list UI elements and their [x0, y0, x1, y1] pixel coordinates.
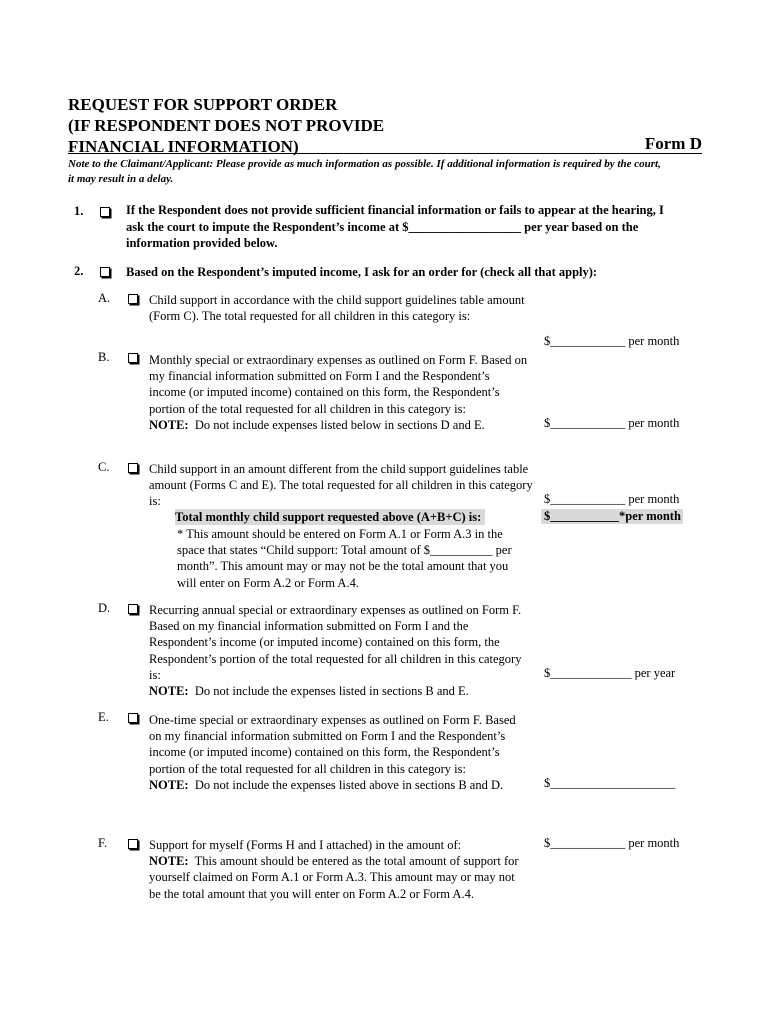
- subitem-e-note-label: NOTE:: [149, 777, 189, 792]
- page-title-line-1: REQUEST FOR SUPPORT ORDER: [68, 95, 338, 114]
- subitem-d-body: [149, 602, 532, 699]
- subitem-e-note-text: Do not include the expenses listed above in sections B and D.: [194, 777, 504, 792]
- subitem-a-label: A.: [98, 291, 111, 305]
- subitem-f-amount[interactable]: $____________ per month: [544, 836, 680, 850]
- subitem-a-text: Child support in accordance with the child support guidelines table amount (Form C). The total requested for all children in this category is:: [149, 293, 525, 324]
- claimant-note: Note to the Claimant/Applicant: Please provide as much information as possible. If additional information is required by the court, it may result in a delay.: [68, 158, 661, 185]
- total-monthly-support-label: Total monthly child support requested above (A+B+C) is:: [175, 509, 485, 525]
- subitem-a-amount[interactable]: $____________ per month: [544, 334, 680, 348]
- subitem-c-text: Child support in an amount different from the child support guidelines table amount (Forms C and E). The total requested for all children in this category is:: [149, 462, 533, 509]
- subitem-e-body: [149, 712, 529, 793]
- total-monthly-support-amount[interactable]: $___________*per month: [541, 509, 683, 524]
- subitem-b-note-label: NOTE:: [149, 417, 189, 432]
- item-1-text: If the Respondent does not provide sufficient financial information or fails to appear at the hearing, I ask the court to impute the Respondent’s income at $__________________ per year based on the information provided below.: [126, 203, 664, 250]
- subitem-e-note: [149, 777, 529, 793]
- subitem-d-label: D.: [98, 601, 111, 615]
- page-title-line-2: (IF RESPONDENT DOES NOT PROVIDE: [68, 116, 385, 135]
- item-2-text: Based on the Respondent’s imputed income, I ask for an order for (check all that apply):: [126, 265, 598, 279]
- subitem-f-note: [149, 853, 524, 902]
- subitem-f-checkbox[interactable]: [128, 839, 138, 849]
- subitem-b-body: [149, 352, 529, 433]
- subitem-f-note-label: NOTE:: [149, 854, 189, 869]
- subitem-b-checkbox[interactable]: [128, 353, 138, 363]
- subitem-e-text: One-time special or extraordinary expenses as outlined on Form F. Based on my financial information submitted on Form I and the Respondent’s income (or imputed income) contained on this form, the Respondent’s portion of the total requested for all children in this category is:: [149, 713, 516, 776]
- subitem-c-amount[interactable]: $____________ per month: [544, 492, 680, 506]
- subitem-d-note: [149, 683, 532, 699]
- item-1-number: 1.: [74, 204, 84, 218]
- subitem-d-amount[interactable]: $_____________ per year: [544, 666, 676, 680]
- subitem-f-text: Support for myself (Forms H and I attached) in the amount of:: [149, 838, 462, 852]
- subitem-b-amount[interactable]: $____________ per month: [544, 416, 680, 430]
- subitem-f-note-text: This amount should be entered as the total amount of support for yourself claimed on Form A.1 or Form A.3. This amount may or may not be the total amount that you will enter on Form A.2 or Form A.4.: [149, 854, 519, 901]
- subitem-b-note-text: Do not include expenses listed below in sections D and E.: [194, 417, 485, 432]
- item-2-checkbox[interactable]: [100, 267, 110, 277]
- item-1-checkbox[interactable]: [100, 207, 110, 217]
- subitem-d-checkbox[interactable]: [128, 604, 138, 614]
- subitem-d-note-text: Do not include the expenses listed in sections B and E.: [194, 684, 469, 699]
- subitem-b-label: B.: [98, 350, 110, 364]
- form-label: Form D: [644, 134, 702, 153]
- item-2-number: 2.: [74, 264, 84, 278]
- subitem-d-note-label: NOTE:: [149, 684, 189, 699]
- subitem-f-body: [149, 837, 524, 902]
- title-underline: [68, 153, 702, 154]
- subitem-b-text: Monthly special or extraordinary expenses as outlined on Form F. Based on my financial information submitted on Form I and the Respondent’s income (or imputed income) contained on this form, the Respondent’s portion of the total requested for all children in this category is:: [149, 353, 528, 416]
- subitem-e-checkbox[interactable]: [128, 713, 138, 723]
- total-footnote: * This amount should be entered on Form A.1 or Form A.3 in the space that states “Child support: Total amount of $__________ per month”. This amount may or may not be the total amount that you will enter on Form A.2 or Form A.4.: [177, 527, 512, 590]
- subitem-b-note: [149, 417, 529, 433]
- subitem-d-text: Recurring annual special or extraordinary expenses as outlined on Form F. Based on my financial information submitted on Form I and the Respondent’s income (or imputed income) contained on this form, the Respondent’s portion of the total requested for all children in this category is:: [149, 603, 522, 682]
- subitem-a-checkbox[interactable]: [128, 294, 138, 304]
- subitem-c-checkbox[interactable]: [128, 463, 138, 473]
- subitem-e-amount[interactable]: $____________________: [544, 776, 676, 790]
- subitem-e-label: E.: [98, 710, 109, 724]
- page-title-line-3: FINANCIAL INFORMATION): [68, 137, 299, 156]
- subitem-c-label: C.: [98, 460, 110, 474]
- subitem-f-label: F.: [98, 836, 108, 850]
